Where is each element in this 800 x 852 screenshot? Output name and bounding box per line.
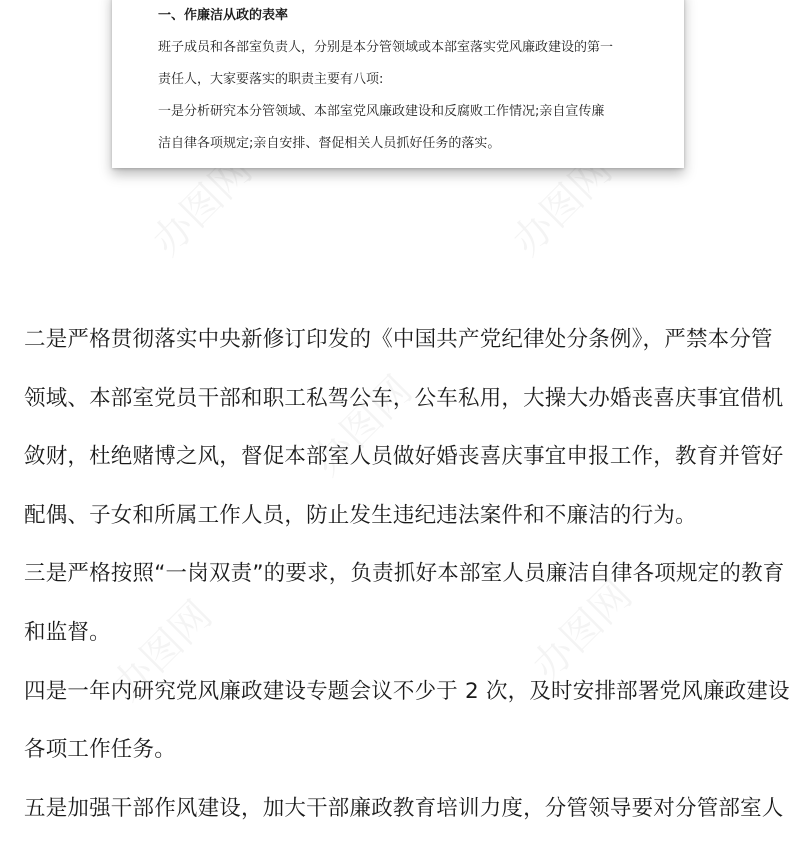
body-line: 五是加强干部作风建设，加大干部廉政教育培训力度，分管领导要对分管部室人: [24, 795, 784, 821]
body-line: 配偶、子女和所属工作人员，防止发生违纪违法案件和不廉洁的行为。: [24, 502, 697, 528]
body-line: 三是严格按照“一岗双责”的要求，负责抓好本部室人员廉洁自律各项规定的教育: [24, 561, 785, 587]
body-line: 领域、本部室党员干部和职工私驾公车，公车私用，大操大办婚丧喜庆事宜借机: [24, 385, 784, 411]
paragraph-line: 责任人，大家要落实的职责主要有八项:: [158, 72, 384, 87]
body-line: 和监督。: [24, 619, 111, 645]
section-heading: 一、作廉洁从政的表率: [158, 8, 289, 23]
document-body: [24, 325, 790, 852]
body-line: 敛财，杜绝赌博之风，督促本部室人员做好婚丧喜庆事宜申报工作，教育并管好: [24, 444, 784, 470]
paragraph-line: 洁自律各项规定;亲自安排、督促相关人员抓好任务的落实。: [158, 136, 501, 151]
paragraph-line: 班子成员和各部室负责人，分别是本分管领域或本部室落实党风廉政建设的第一: [158, 40, 614, 55]
body-line: 各项工作任务。: [24, 737, 176, 763]
paragraph-line: 一是分析研究本分管领域、本部室党风廉政建设和反腐败工作情况;亲自宣传廉: [158, 104, 605, 119]
document-preview-content: [158, 8, 658, 168]
body-line: 二是严格贯彻落实中央新修订印发的《中国共产党纪律处分条例》，严禁本分管: [24, 327, 773, 352]
body-line: 四是一年内研究党风廉政建设专题会议不少于 2 次，及时安排部署党风廉政建设: [24, 678, 790, 704]
document-preview-card: [112, 0, 684, 168]
